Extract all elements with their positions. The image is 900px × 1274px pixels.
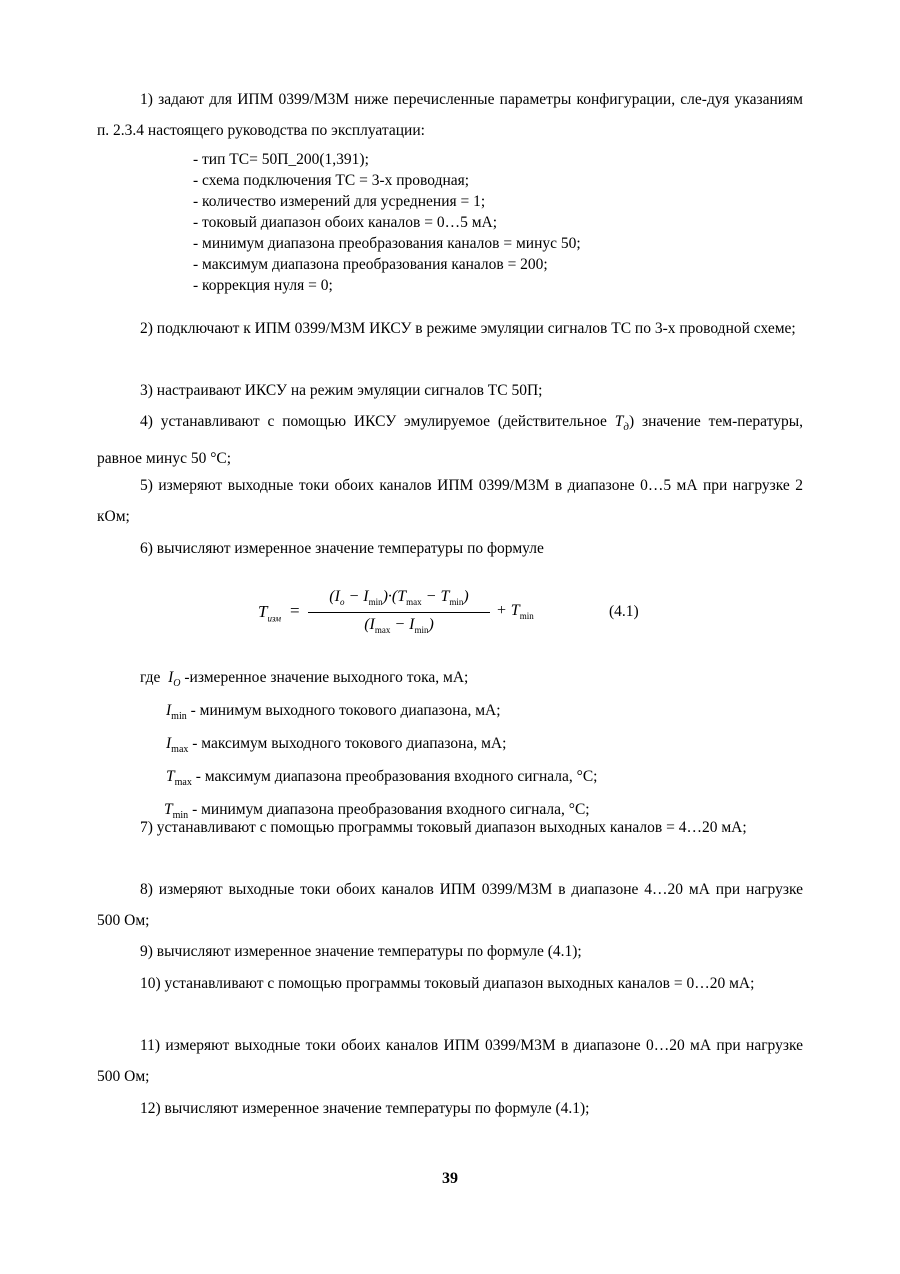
config-item: - коррекция нуля = 0; <box>193 277 333 294</box>
formula-number: (4.1) <box>609 603 639 620</box>
sym: T <box>164 801 173 819</box>
formula-lhs-subscript: изм <box>267 613 281 624</box>
paragraph-step-6-text: 6) вычисляют измеренное значение температуры по формуле <box>140 540 544 557</box>
sub: min <box>172 810 189 822</box>
num-part: − T <box>421 588 450 605</box>
paragraph-step-6 <box>97 533 803 564</box>
legend-symbol <box>166 763 192 796</box>
den-part: (I <box>364 616 375 633</box>
formula-lhs-symbol: T <box>258 602 268 621</box>
paragraph-step-9 <box>97 936 803 967</box>
sub: min <box>171 711 187 723</box>
legend-text: - максимум диапазона преобразования входного сигнала, °С; <box>191 768 598 786</box>
paragraph-step-7-text: 7) устанавливают с помощью программы токовый диапазон выходных каналов = 4…20 мА; <box>140 819 747 836</box>
num-part: ) <box>463 588 469 605</box>
plus-sub: min <box>519 611 534 622</box>
paragraph-step-5-text: 5) измеряют выходные токи обоих каналов ИПМ 0399/М3М в диапазоне 0…5 мА при нагрузке 2 кОм; <box>97 477 803 525</box>
paragraph-step-4-text-b: ) значение тем-пературы, равное минус 50 °С; <box>97 413 803 468</box>
paragraph-step-12 <box>97 1093 803 1124</box>
paragraph-step-10-text: 10) устанавливают с помощью программы токовый диапазон выходных каналов = 0…20 мА; <box>140 975 755 992</box>
sub: max <box>174 777 192 789</box>
paragraph-step-2-text: 2) подключают к ИПМ 0399/М3М ИКСУ в режиме эмуляции сигналов ТС по 3-х проводной схеме; <box>140 320 796 337</box>
legend-item <box>140 763 820 796</box>
legend-symbol <box>166 730 188 763</box>
paragraph-step-4 <box>97 406 803 474</box>
config-item: - тип ТС= 50П_200(1,391); <box>193 151 369 168</box>
sym: I <box>168 669 174 686</box>
config-item: - минимум диапазона преобразования каналов = минус 50; <box>193 235 581 252</box>
legend-item <box>140 730 820 763</box>
paragraph-step-11-text: 11) измеряют выходные токи обоих каналов ИПМ 0399/М3М в диапазоне 0…20 мА при нагрузке 500 Ом; <box>97 1037 803 1085</box>
legend-text: - максимум выходного токового диапазона, мА; <box>188 735 507 753</box>
paragraph-step-1-text: 1) задают для ИПМ 0399/М3М ниже перечисленные параметры конфигурации, сле-дуя указаниям п. 2.3.4 настоящего руководства по эксплуатации: <box>97 91 803 139</box>
formula-4-1 <box>258 588 548 644</box>
formula-denominator <box>306 616 492 635</box>
paragraph-step-8-text: 8) измеряют выходные токи обоих каналов ИПМ 0399/М3М в диапазоне 4…20 мА при нагрузке 500 Ом; <box>97 881 803 929</box>
den-sub: max <box>374 625 391 636</box>
formula-equals: = <box>290 601 300 620</box>
sub: max <box>171 744 189 756</box>
den-sub: min <box>414 625 429 636</box>
legend-item <box>140 697 820 730</box>
config-parameter-list <box>193 149 753 296</box>
config-item: - количество измерений для усреднения = 1; <box>193 193 486 210</box>
config-item: - токовый диапазон обоих каналов = 0…5 мА; <box>193 214 498 231</box>
legend-item <box>140 664 820 697</box>
symbol-t: T <box>614 413 624 430</box>
page-number: 39 <box>442 1170 458 1187</box>
formula-legend <box>140 664 820 829</box>
paragraph-step-3-text: 3) настраивают ИКСУ на режим эмуляции сигналов ТС 50П; <box>140 382 543 399</box>
num-sub: o <box>339 597 345 608</box>
formula-numerator <box>306 588 492 607</box>
den-part: − I <box>390 616 415 633</box>
paragraph-step-1 <box>97 84 803 146</box>
paragraph-step-12-text: 12) вычисляют измеренное значение температуры по формуле (4.1); <box>140 1100 590 1117</box>
sub: O <box>173 678 181 690</box>
num-part: )·(T <box>382 588 407 605</box>
legend-symbol <box>168 664 180 697</box>
formula-plus-tmin <box>496 602 534 621</box>
num-sub: min <box>449 597 464 608</box>
legend-text: -измеренное значение выходного тока, мА; <box>180 669 469 686</box>
sym: I <box>166 702 172 720</box>
legend-intro: где <box>140 669 161 686</box>
paragraph-step-7 <box>97 812 803 843</box>
num-sub: max <box>406 597 422 608</box>
formula-lhs <box>258 602 281 623</box>
paragraph-step-11 <box>97 1030 803 1092</box>
config-item: - максимум диапазона преобразования каналов = 200; <box>193 256 548 273</box>
legend-symbol <box>166 697 187 730</box>
symbol-subscript: д <box>623 421 629 434</box>
fraction-bar <box>308 612 490 613</box>
legend-text: - минимум диапазона преобразования входного сигнала, °С; <box>188 801 590 819</box>
legend-text: - минимум выходного токового диапазона, мА; <box>186 702 501 720</box>
paragraph-step-4-text-a: 4) устанавливают с помощью ИКСУ эмулируемое (действительное <box>140 413 615 430</box>
paragraph-step-3 <box>97 375 803 406</box>
num-part: (I <box>329 588 340 605</box>
num-part: − I <box>344 588 369 605</box>
plus-part: + T <box>496 602 520 619</box>
paragraph-step-10 <box>97 968 803 999</box>
sym: T <box>166 768 175 786</box>
paragraph-step-5 <box>97 470 803 532</box>
paragraph-step-8 <box>97 874 803 936</box>
paragraph-step-9-text: 9) вычисляют измеренное значение температуры по формуле (4.1); <box>140 943 582 960</box>
sym: I <box>166 735 172 753</box>
config-item: - схема подключения ТС = 3-х проводная; <box>193 172 470 189</box>
den-part: ) <box>428 616 434 633</box>
num-sub: min <box>368 597 383 608</box>
paragraph-step-2 <box>97 313 803 344</box>
